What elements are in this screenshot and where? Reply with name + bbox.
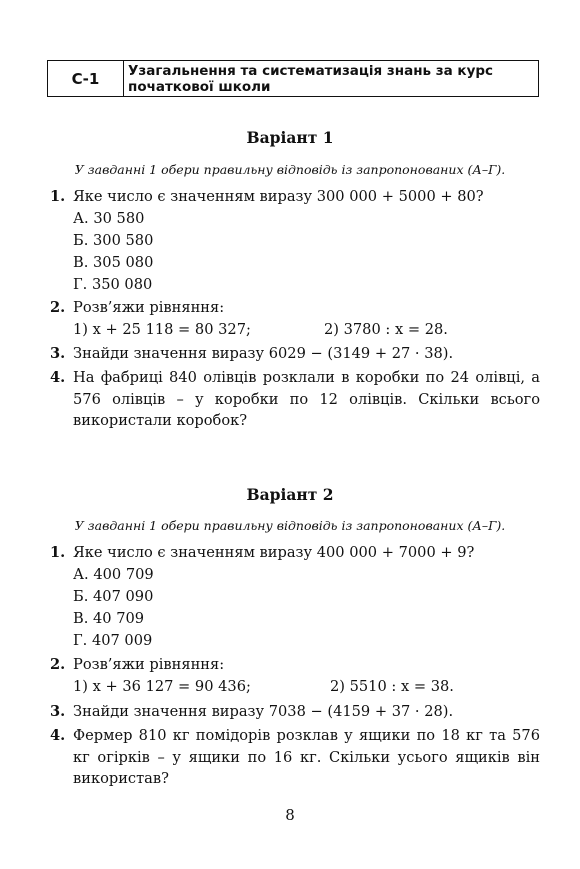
variant-1-task-3 bbox=[50, 343, 540, 365]
task-text: Знайди значення виразу 6029 − (3149 + 27 · 38). bbox=[73, 345, 454, 362]
task-number: 1. bbox=[50, 544, 66, 561]
task-text: Фермер 810 кг помідорів розклав у ящики по 18 кг та 576 кг огірків – у ящики по 16 кг. Скільки усього ящиків він використав? bbox=[73, 727, 540, 787]
task-number: 4. bbox=[50, 727, 66, 744]
equation-1: 1) x + 25 118 = 80 327; bbox=[73, 320, 251, 338]
answer-option: Б. 300 580 bbox=[73, 231, 154, 249]
task-number: 4. bbox=[50, 369, 66, 386]
variant-2-task-1 bbox=[50, 542, 540, 652]
variant-1-title: Варіант 1 bbox=[246, 128, 334, 147]
section-code: С-1 bbox=[48, 61, 124, 96]
task-text: Яке число є значенням виразу 400 000 + 7000 + 9? bbox=[73, 544, 475, 561]
answer-option: Г. 350 080 bbox=[73, 275, 153, 293]
equation-2: 2) 5510 : x = 38. bbox=[330, 677, 454, 695]
equation-2: 2) 3780 : x = 28. bbox=[324, 320, 448, 338]
task-text: Розв’яжи рівняння: bbox=[73, 299, 225, 316]
task-text: На фабриці 840 олівців розклали в коробки по 24 олівці, а 576 олівців – у коробки по 12 олівців. Скільки всього використали коробок? bbox=[73, 369, 540, 429]
variant-2-task-3 bbox=[50, 701, 540, 723]
task-number: 3. bbox=[50, 703, 66, 720]
page-number: 8 bbox=[285, 806, 295, 824]
task-text: Розв’яжи рівняння: bbox=[73, 656, 225, 673]
equation-1: 1) x + 36 127 = 90 436; bbox=[73, 677, 251, 695]
answer-option: В. 305 080 bbox=[73, 253, 154, 271]
section-header-box bbox=[47, 60, 539, 97]
section-title: Узагальнення та систематизація знань за курс початкової школи bbox=[128, 63, 494, 95]
variant-1-task-4 bbox=[50, 367, 540, 432]
answer-option: А. 400 709 bbox=[73, 565, 154, 583]
variant-2-task-2 bbox=[50, 654, 540, 698]
equations-row bbox=[73, 676, 540, 698]
variant-2-title: Варіант 2 bbox=[246, 485, 334, 504]
variant-1-task-2 bbox=[50, 297, 540, 341]
task-text: Яке число є значенням виразу 300 000 + 5000 + 80? bbox=[73, 188, 484, 205]
task-number: 2. bbox=[50, 656, 66, 673]
variant-2-task-4 bbox=[50, 725, 540, 790]
task-number: 1. bbox=[50, 188, 66, 205]
answer-options bbox=[73, 564, 540, 652]
answer-options bbox=[73, 208, 540, 296]
variant-2-instruction: У завданні 1 обери правильну відповідь із запропонованих (А–Г). bbox=[74, 518, 506, 533]
task-number: 2. bbox=[50, 299, 66, 316]
equations-row bbox=[73, 319, 540, 341]
answer-option: В. 40 709 bbox=[73, 609, 145, 627]
variant-1-instruction: У завданні 1 обери правильну відповідь із запропонованих (А–Г). bbox=[74, 162, 506, 177]
task-text: Знайди значення виразу 7038 − (4159 + 37 · 28). bbox=[73, 703, 454, 720]
answer-option: А. 30 580 bbox=[73, 209, 145, 227]
task-number: 3. bbox=[50, 345, 66, 362]
answer-option: Б. 407 090 bbox=[73, 587, 154, 605]
answer-option: Г. 407 009 bbox=[73, 631, 153, 649]
variant-1-task-1 bbox=[50, 186, 540, 296]
